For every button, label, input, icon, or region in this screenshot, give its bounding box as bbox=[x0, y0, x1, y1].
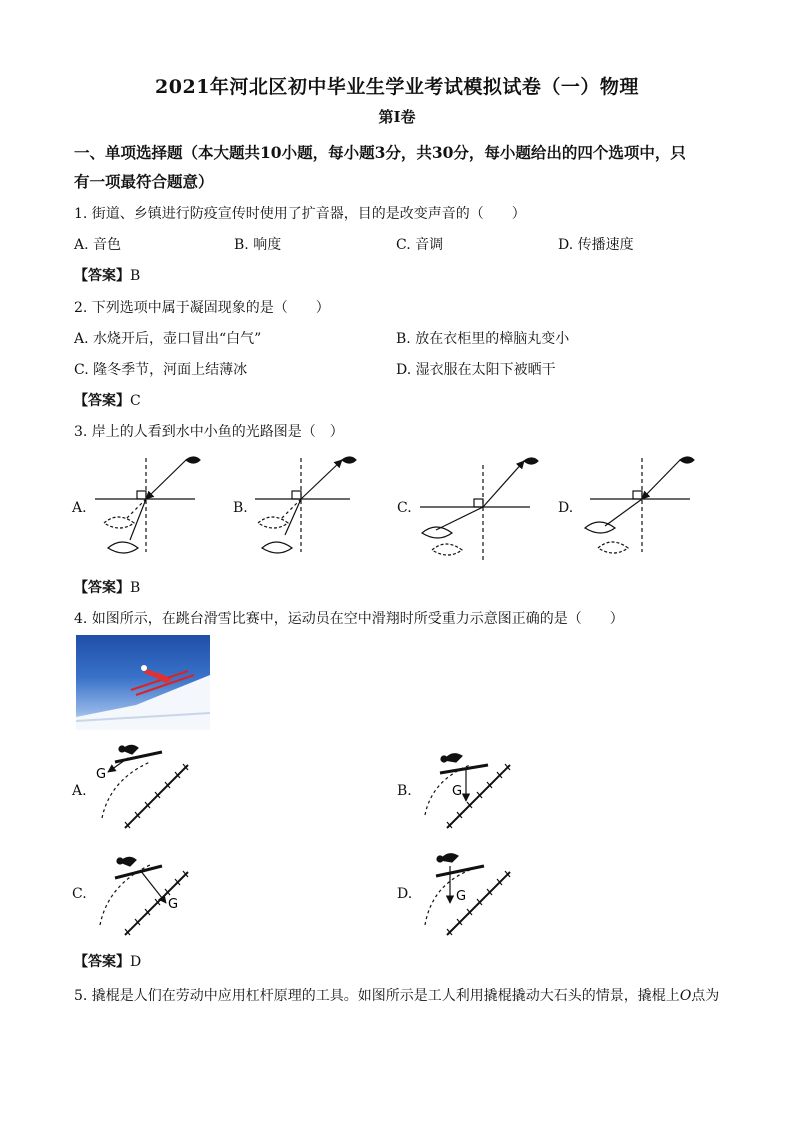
question-3-option-b-label: B. bbox=[233, 500, 248, 516]
question-2-stem: 2. 下列选项中属于凝固现象的是（ ） bbox=[74, 300, 330, 316]
section-heading-line1: 一、单项选择题（本大题共10小题，每小题3分，共30分，每小题给出的四个选项中，只 bbox=[74, 143, 686, 162]
question-4-option-b-label: B. bbox=[397, 783, 412, 799]
gravity-label-d: G bbox=[456, 889, 467, 904]
question-2-option-d: D. 湿衣服在太阳下被晒干 bbox=[396, 362, 556, 378]
gravity-label-b: G bbox=[452, 784, 463, 799]
question-3-option-c-label: C. bbox=[397, 500, 412, 516]
question-1-option-a: A. 音色 bbox=[74, 237, 122, 253]
gravity-diagram-b bbox=[425, 754, 510, 828]
section-heading-line2: 有一项最符合题意） bbox=[74, 172, 214, 191]
question-1-option-c: C. 音调 bbox=[396, 237, 444, 253]
question-3-option-a-label: A. bbox=[72, 500, 87, 516]
question-1-answer: 【答案】B bbox=[74, 268, 141, 284]
question-1-option-b: B. 响度 bbox=[234, 237, 282, 253]
question-4-option-d-label: D. bbox=[397, 886, 413, 902]
page-title: 2021年河北区初中毕业生学业考试模拟试卷（一）物理 bbox=[155, 76, 639, 98]
question-3-stem: 3. 岸上的人看到水中小鱼的光路图是（ ） bbox=[74, 424, 344, 440]
question-2-option-c: C. 隆冬季节，河面上结薄冰 bbox=[74, 362, 248, 378]
question-4-answer: 【答案】D bbox=[74, 954, 142, 970]
question-2-option-b: B. 放在衣柜里的樟脑丸变小 bbox=[396, 331, 570, 347]
question-4-option-a-label: A. bbox=[72, 783, 87, 799]
part-heading: 第Ⅰ卷 bbox=[378, 108, 416, 126]
question-5-stem: 5. 撬棍是人们在劳动中应用杠杆原理的工具。如图所示是工人利用撬棍撬动大石头的情景，撬棍上O点为 bbox=[74, 988, 720, 1004]
question-2-answer: 【答案】C bbox=[74, 393, 141, 409]
question-4-stem: 4. 如图所示，在跳台滑雪比赛中，运动员在空中滑翔时所受重力示意图正确的是（ ） bbox=[74, 611, 624, 627]
question-3-answer: 【答案】B bbox=[74, 580, 141, 596]
gravity-diagram-d bbox=[425, 854, 510, 935]
question-4-option-c-label: C. bbox=[72, 886, 87, 902]
question-3-option-d-label: D. bbox=[558, 500, 574, 516]
question-1-option-d: D. 传播速度 bbox=[558, 237, 634, 253]
question-2-option-a: A. 水烧开后，壶口冒出“白气” bbox=[74, 331, 262, 347]
question-1-stem: 1. 街道、乡镇进行防疫宣传时使用了扩音器，目的是改变声音的（ ） bbox=[74, 206, 526, 222]
gravity-label-a: G bbox=[96, 767, 107, 782]
gravity-label-c: G bbox=[168, 897, 179, 912]
gravity-diagram-a bbox=[102, 745, 188, 828]
